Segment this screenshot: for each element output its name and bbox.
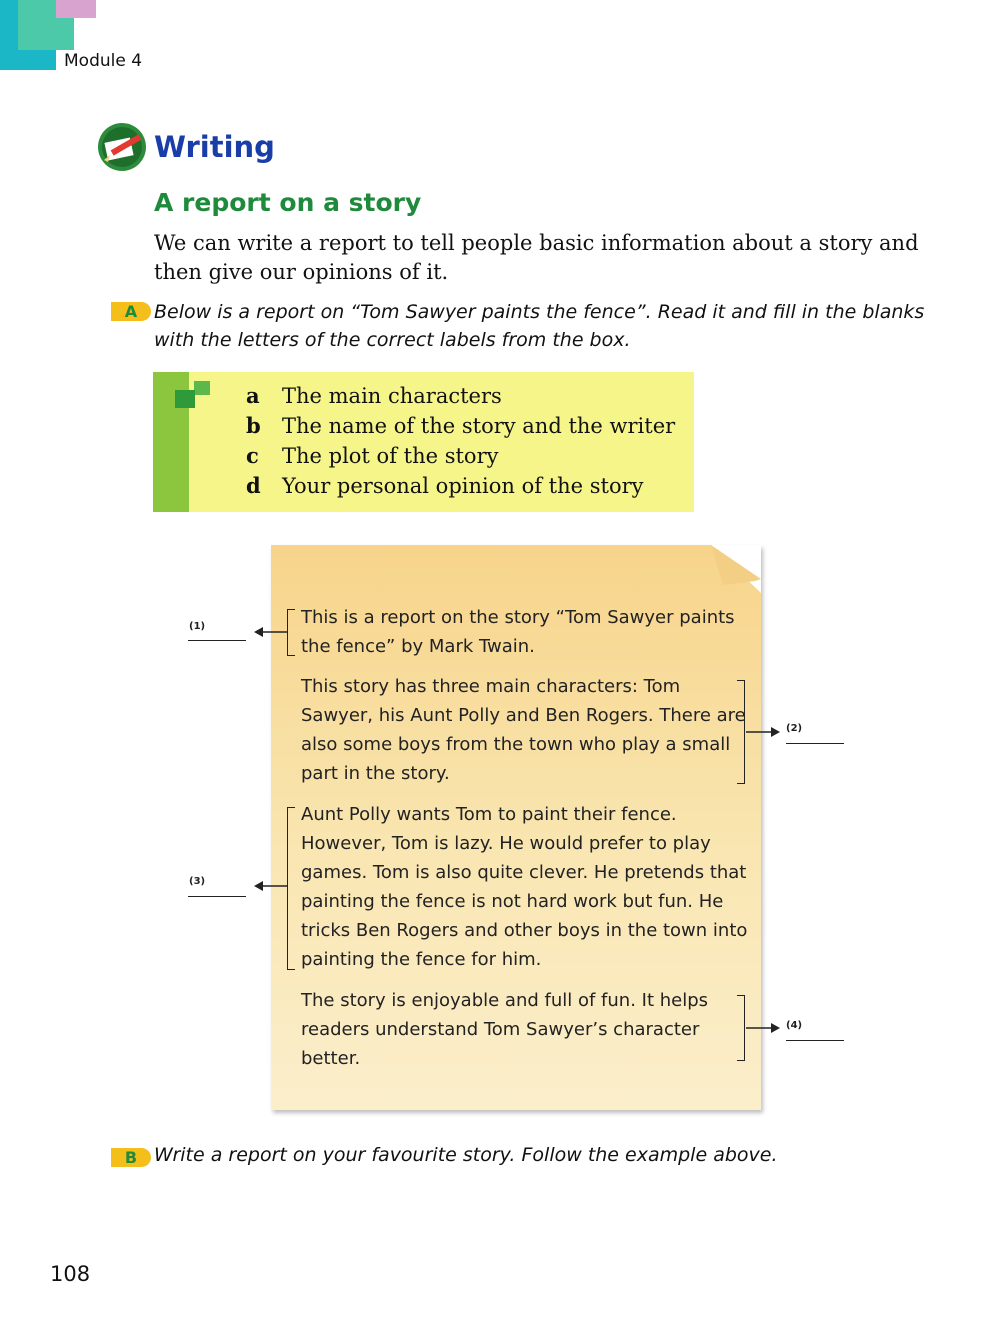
label-text: Your personal opinion of the story <box>282 474 644 498</box>
label-letter: a <box>246 383 260 408</box>
report-paragraph: This story has three main characters: Tom Sawyer, his Aunt Polly and Ben Rogers. There are also some boys from the town who play a small part in the story. <box>301 676 746 784</box>
label-item <box>246 471 675 501</box>
label-letter: d <box>246 473 261 498</box>
task-b-instruction: Write a report on your favourite story. Follow the example above. <box>154 1144 778 1166</box>
page-number: 108 <box>50 1262 91 1286</box>
blank-number: (2) <box>786 723 803 734</box>
label-letter: c <box>246 443 259 468</box>
label-text: The plot of the story <box>282 444 499 468</box>
label-item <box>246 441 675 471</box>
task-a-instruction: Below is a report on “Tom Sawyer paints the fence”. Read it and fill in the blanks with the letters of the correct labels from the box. <box>154 301 925 351</box>
label-letter: b <box>246 413 261 438</box>
report-paragraph: Aunt Polly wants Tom to paint their fence. However, Tom is lazy. He would prefer to play games. Tom is also quite clever. He pretends that painting the fence is not hard work but fun. He tricks Ben Rogers and other boys in the town into painting the fence for him. <box>301 804 748 970</box>
task-b-tag: B <box>111 1148 151 1167</box>
section-subtitle: A report on a story <box>154 188 422 217</box>
module-label: Module 4 <box>64 51 143 71</box>
arrow-left-icon <box>254 626 288 638</box>
answer-blank[interactable] <box>786 1040 844 1041</box>
label-text: The main characters <box>282 384 502 408</box>
answer-blank[interactable] <box>188 640 246 641</box>
bracket <box>287 807 295 970</box>
bracket <box>287 609 295 656</box>
answer-blank[interactable] <box>786 743 844 744</box>
arrow-right-icon <box>746 1022 780 1034</box>
arrow-right-icon <box>746 726 780 738</box>
blank-number: (1) <box>189 621 206 632</box>
square-decoration <box>175 390 195 408</box>
bracket <box>737 680 745 784</box>
square-decoration <box>194 381 210 395</box>
report-paragraph: This is a report on the story “Tom Sawyer paints the fence” by Mark Twain. <box>301 607 735 657</box>
section-title: Writing <box>154 130 275 164</box>
report-paragraph: The story is enjoyable and full of fun. It helps readers understand Tom Sawyer’s character better. <box>301 990 709 1069</box>
label-item <box>246 381 675 411</box>
blank-number: (3) <box>189 876 206 887</box>
task-a-tag: A <box>111 302 151 321</box>
bracket <box>737 995 745 1061</box>
blank-number: (4) <box>786 1020 803 1031</box>
answer-blank[interactable] <box>188 896 246 897</box>
corner-square-decoration <box>56 0 96 18</box>
pencil-paper-icon <box>96 120 148 172</box>
arrow-left-icon <box>254 880 288 892</box>
page-fold-corner <box>711 545 761 593</box>
labels-list <box>246 381 675 501</box>
label-item <box>246 411 675 441</box>
intro-text: We can write a report to tell people basic information about a story and then give our opinions of it. <box>154 231 919 284</box>
label-text: The name of the story and the writer <box>282 414 676 438</box>
